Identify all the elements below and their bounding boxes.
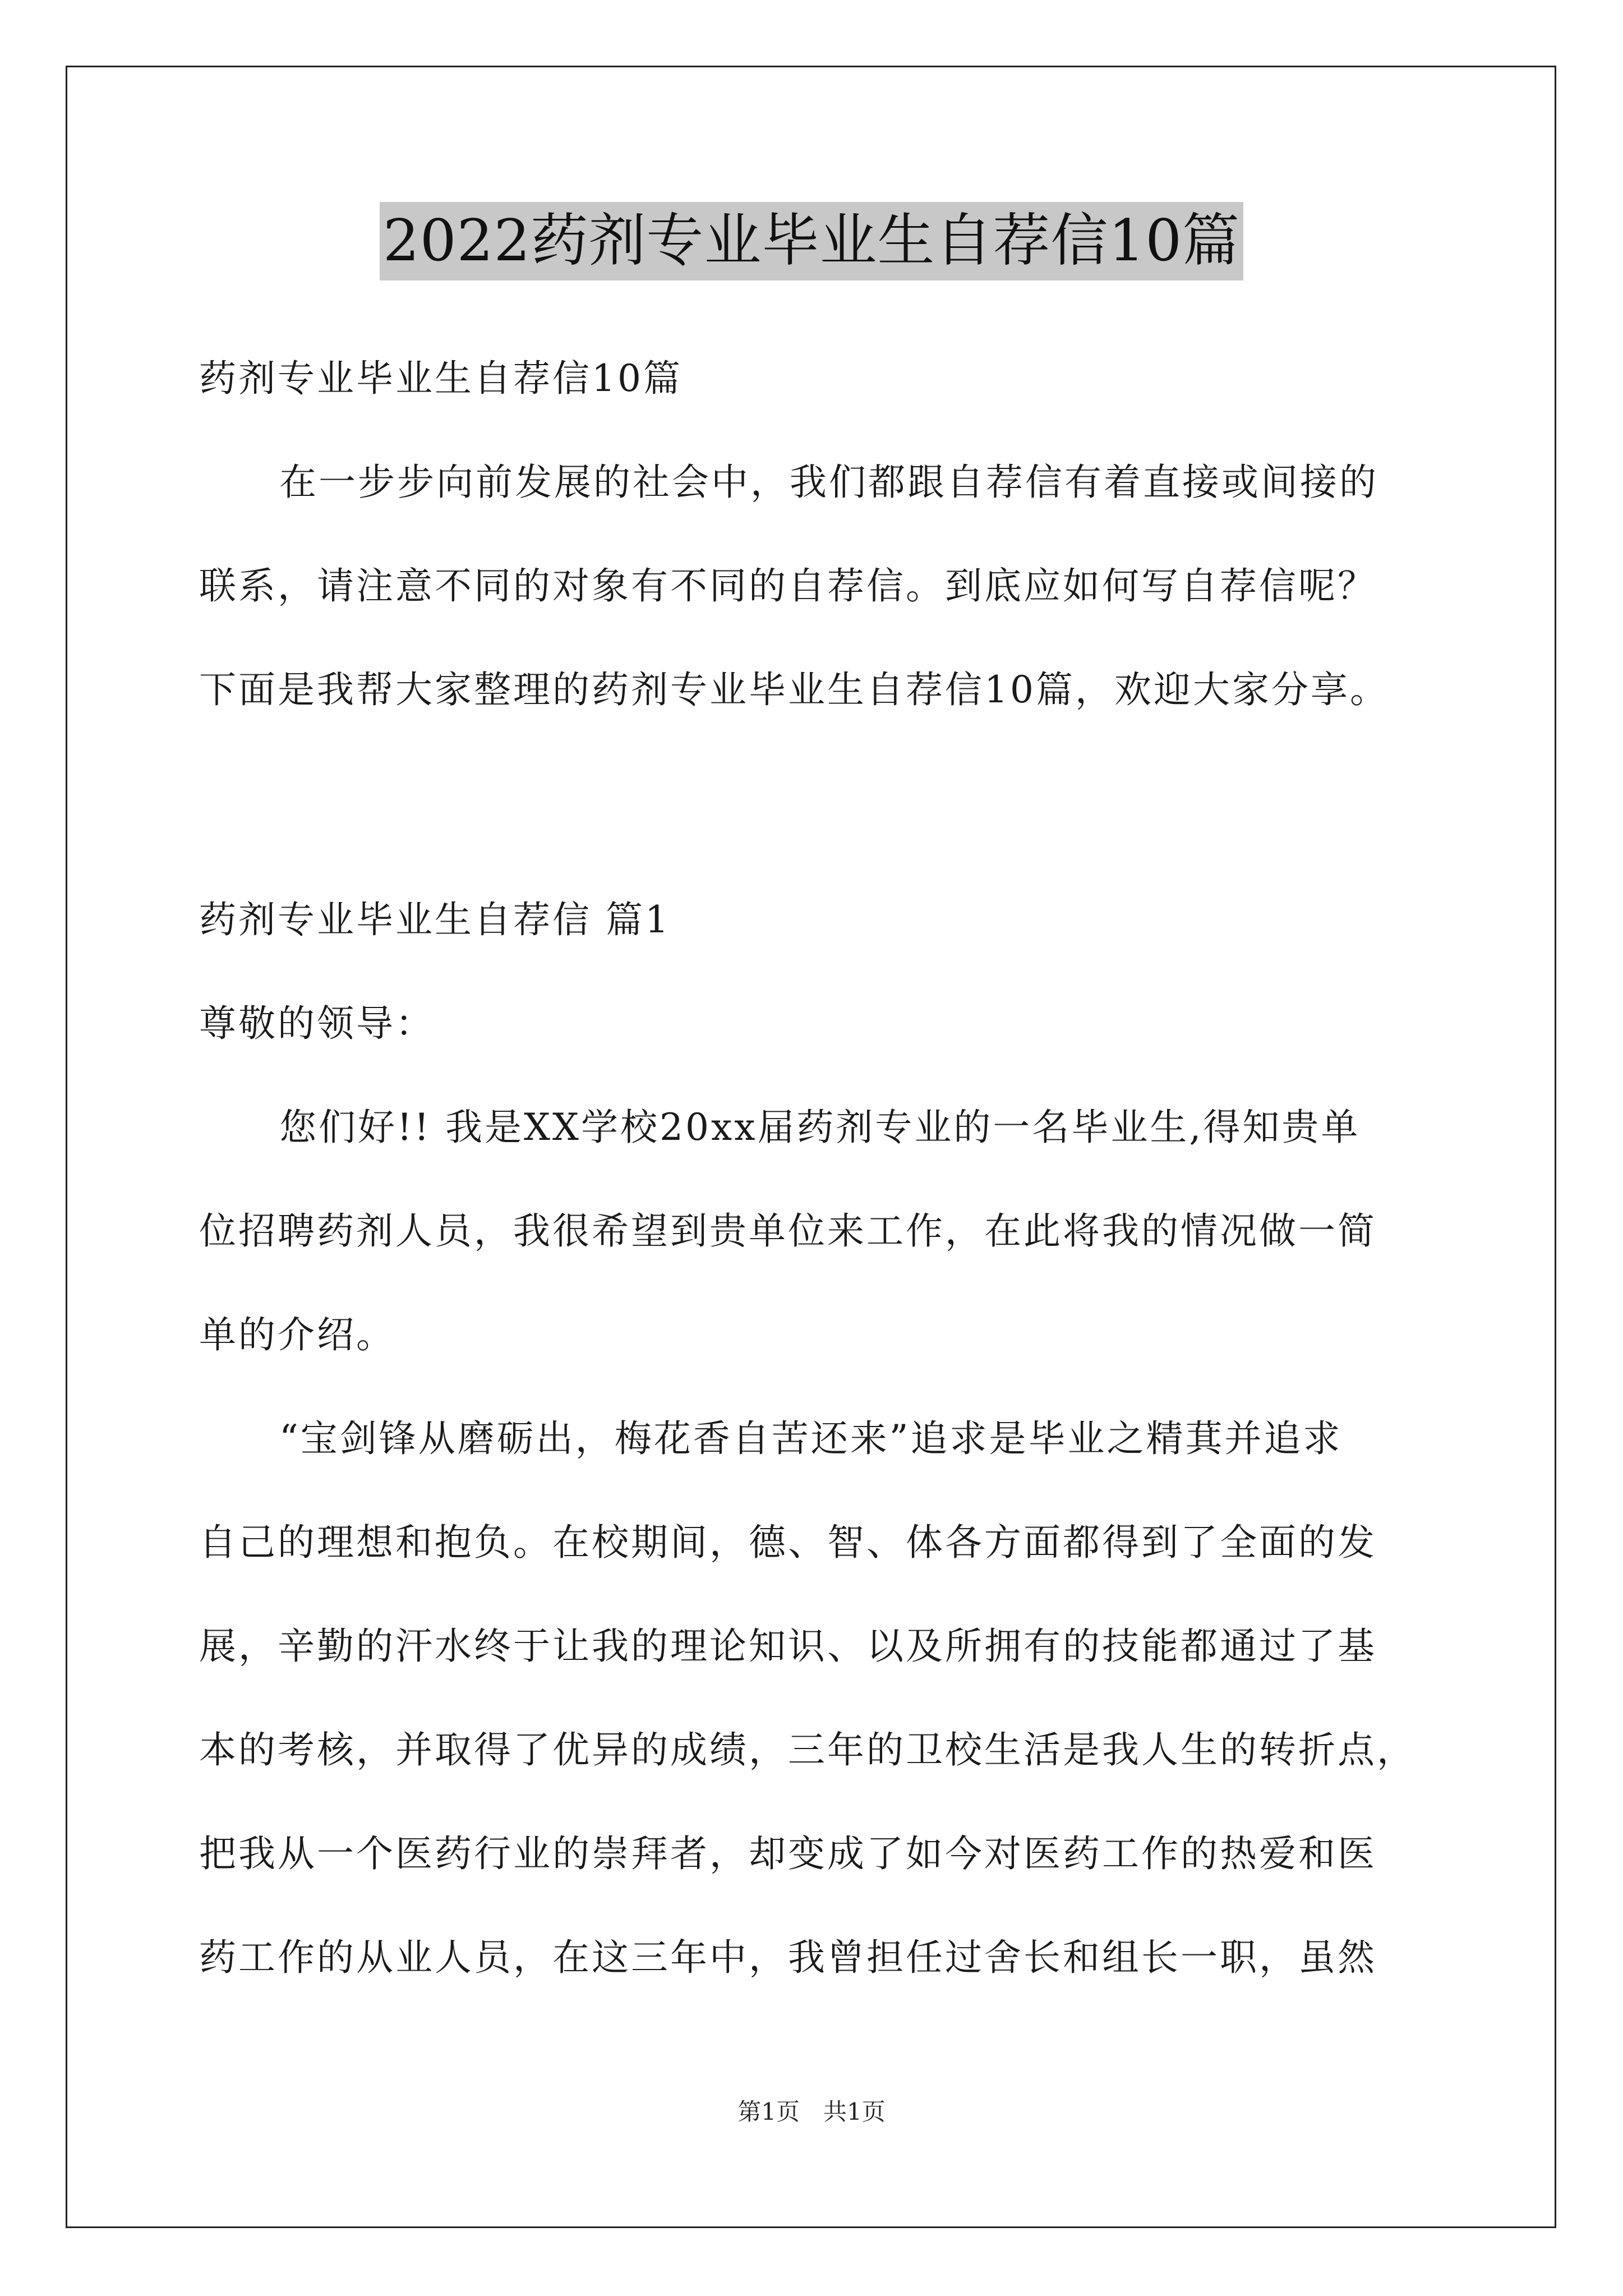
- para2-line-2: 自己的理想和抱负。在校期间，德、智、体各方面都得到了全面的发: [199, 1521, 1377, 1564]
- para2-line-1: “宝剑锋从磨砺出，梅花香自苦还来”追求是毕业之精萁并追求: [279, 1417, 1343, 1460]
- para2-line-4: 本的考核，并取得了优异的成绩，三年的卫校生活是我人生的转折点，: [199, 1728, 1416, 1772]
- para1-line-2: 位招聘药剂人员，我很希望到贵单位来工作，在此将我的情况做一简: [199, 1209, 1377, 1253]
- document-title: 2022药剂专业毕业生自荐信10篇: [380, 202, 1243, 280]
- document-subtitle: 药剂专业毕业生自荐信10篇: [199, 357, 683, 400]
- salutation: 尊敬的领导：: [199, 1002, 435, 1045]
- intro-line-3: 下面是我帮大家整理的药剂专业毕业生自荐信10篇，欢迎大家分享。: [199, 668, 1389, 711]
- title-container: [0, 202, 1623, 280]
- intro-line-2: 联系，请注意不同的对象有不同的自荐信。到底应如何写自荐信呢？: [199, 564, 1377, 608]
- para1-line-1: 您们好!! 我是XX学校20xx届药剂专业的一名毕业生,得知贵单: [279, 1106, 1361, 1149]
- page-footer: 第1页 共1页: [737, 2098, 886, 2125]
- para2-line-3: 展，辛勤的汗水终于让我的理论知识、以及所拥有的技能都通过了基: [199, 1625, 1377, 1668]
- para2-line-6: 药工作的从业人员，在这三年中，我曾担任过舍长和组长一职，虽然: [199, 1936, 1377, 1979]
- section-heading: 药剂专业毕业生自荐信 篇1: [199, 898, 671, 941]
- para1-line-3: 单的介绍。: [199, 1313, 395, 1356]
- para2-line-5: 把我从一个医药行业的崇拜者，却变成了如今对医药工作的热爱和医: [199, 1832, 1377, 1875]
- intro-line-1: 在一步步向前发展的社会中，我们都跟自荐信有着直接或间接的: [279, 461, 1378, 504]
